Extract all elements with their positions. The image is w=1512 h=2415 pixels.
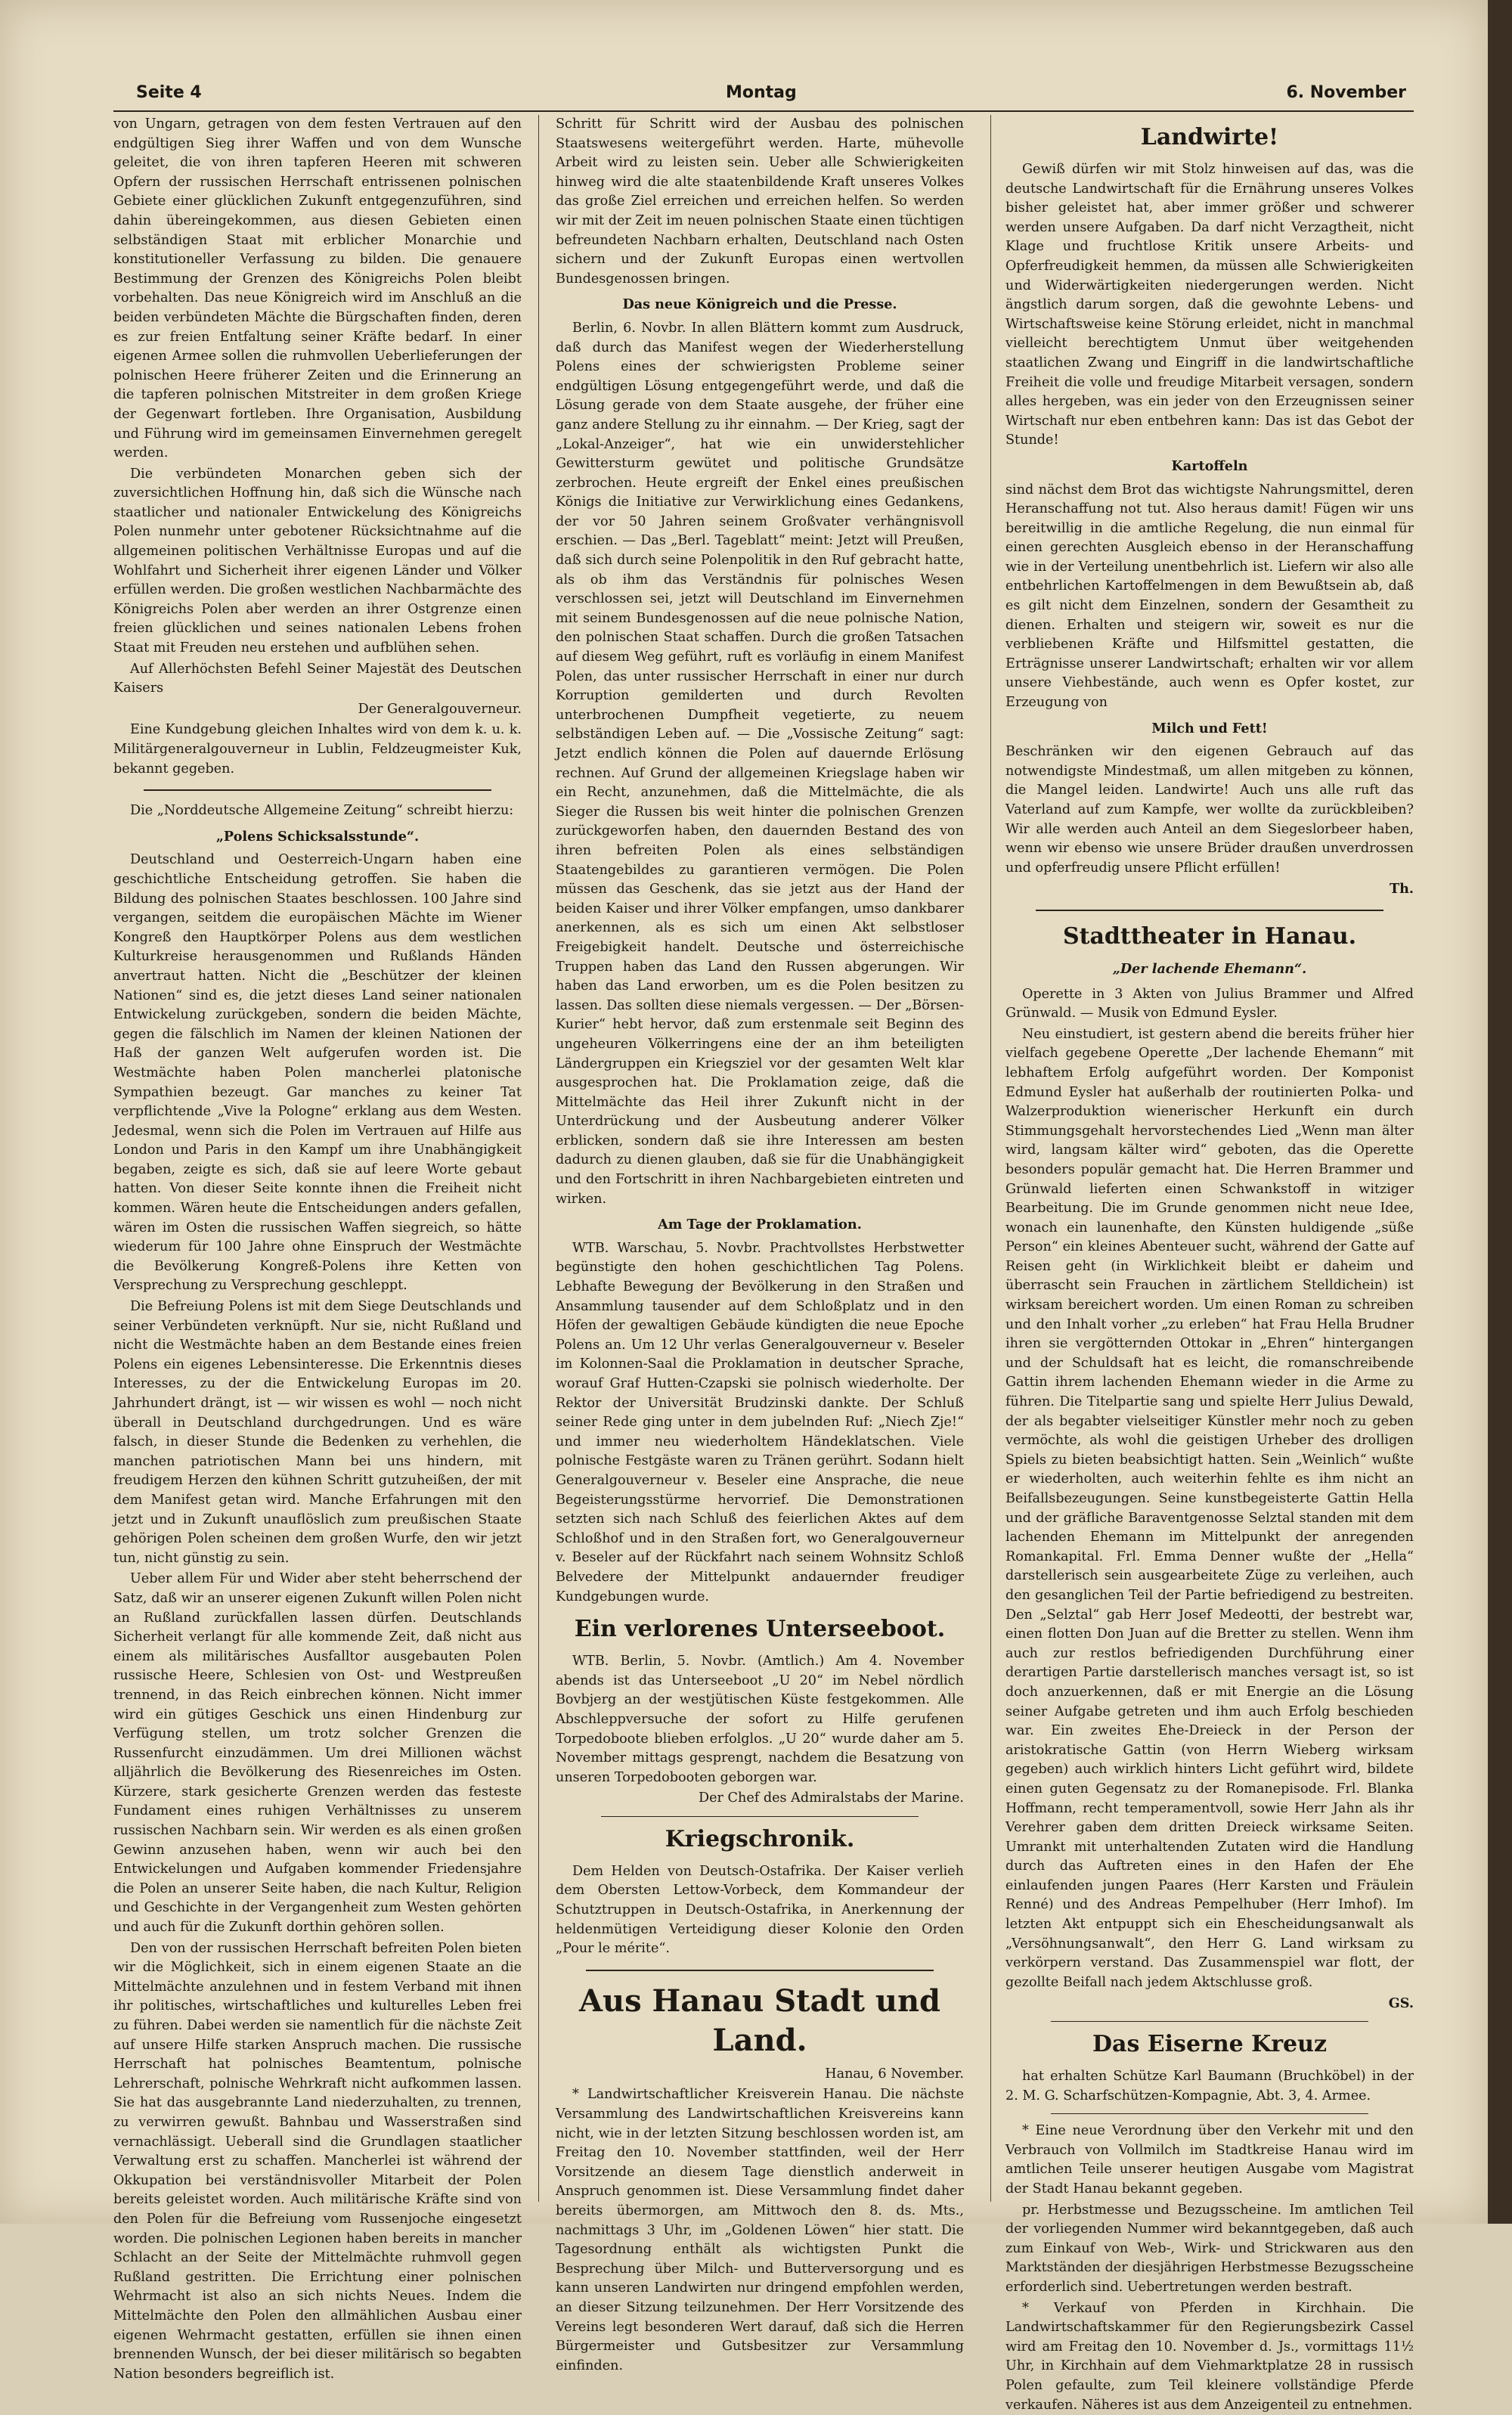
paragraph: * Eine neue Verordnung über den Verkehr mit und den Verbrauch von Vollmilch im Stadtkreise Hanau wird im amtlichen Teile unserer heutigen Ausgabe vom Magistrat der Stadt Hanau bekannt gegeben. [1005, 2123, 1414, 2196]
section-title: Kartoffeln [1171, 457, 1248, 474]
paragraph: sind nächst dem Brot das wichtigste Nahrungsmittel, deren Heranschaffung not tut. Also heraus damit! Fügen wir uns bereitwillig in die amtliche Regelung, die nun einmal für einen gerechten Ausgleich ebenso in der Heranschaffung wie in der Verteilung unentbehrlich ist. Liefern wir also alle entbehrlichen Kartoffelmengen in dem Bewußtsein ab, daß es gilt nicht dem Einzelnen, sondern der Gesamtheit zu dienen. Erhalten und steigern wir, soweit es nur die verbliebenen Kräfte und Hilfsmittel gestatten, die Erträgnisse unserer Landwirtschaft; erhalten wir vor allem unsere Viehbestände, auch wenn es Opfer kostet, zur Erzeugung von [1005, 482, 1414, 711]
page-edge [1488, 0, 1512, 2224]
paragraph: Ueber allem Für und Wider aber steht beherrschend der Satz, daß wir an unserer eigenen Zukunft willen Polen nicht an Rußland zurückfallen lassen dürfen. Deutschlands Sicherheit verlangt für alle kommende Zeit, daß nicht aus einem als militärisches Ausfalltor ausgebauten Polen russische Heere, Schlesien von Ost- und Westpreußen trennend, in das Reich einbrechen können. Nicht immer wird ein gütiges Geschick uns einen Hindenburg zur Verfügung stellen, um trotz solcher Grenzen die Russenfurcht einzudämmen. Um drei Millionen wächst alljährlich die Bevölkerung des Riesenreiches im Osten. Kürzere, stark gesicherte Grenzen werden das festeste Fundament eines ruhigen Verhältnisses zu unserem russischen Nachbarn sein. Wir werden es als einen großen Gewinn anzusehen haben, wenn wir auch bei den Entwickelungen und Aufgaben kommender Friedensjahre die Polen an unserer Seite haben, die nach Kultur, Religion und Geschichte in der Vergangenheit zum Westen gehörten und auch für die Zukunft dorthin gehören sollen. [113, 1571, 522, 1936]
headline: Stadttheater in Hanau. [1062, 922, 1357, 950]
signature: GS. [1388, 1995, 1414, 2012]
subtitle: „Der lachende Ehemann“. [1112, 960, 1307, 977]
paragraph: WTB. Warschau, 5. Novbr. Prachtvollstes Herbstwetter begünstigte den hohen geschichtlichen Tag Polens. Lebhafte Bewegung der Bevölkerung in den Straßen und Ansammlung tausender auf dem Schloßplatz und in den Höfen der gewaltigen Gebäude kündigten die neue Epoche Polens an. Um 12 Uhr verlas Generalgouverneur v. Beseler im Kolonnen-Saal die Proklamation in deutscher Sprache, worauf Graf Hutten-Czapski sie polnisch wiederholte. Der Rektor der Universität Brudzinski dankte. Der Schluß seiner Rede ging unter in dem jubelnden Ruf: „Niech Zje!“ und immer neu wiederholtem Händeklatschen. Viele polnische Festgäste waren zu Tränen gerührt. Sodann hielt Generalgouverneur v. Beseler eine Ansprache, die neue Begeisterungsstürme hervorrief. Die Demonstrationen setzten sich nach Schluß des feierlichen Aktes auf dem Schloßhof und in den Straßen fort, wo Generalgouverneur v. Beseler auf der Rückfahrt nach seinem Wohnsitz Schloß Belvedere der Mittelpunkt andauernder freudiger Kundgebungen wurde. [556, 1240, 964, 1604]
paragraph: Die Befreiung Polens ist mit dem Siege Deutschlands und seiner Verbündeten verknüpft. Nur sie, nicht Rußland und nicht die Westmächte haben an dem Bestande eines freien Polens ein eigenes Lebensinteresse. Die Erkenntnis dieses Interesses, zu der die Entwickelung Europas im 20. Jahrhundert drängt, ist — wir wissen es wohl — noch nicht überall in Deutschland durchgedrungen. Und es wäre falsch, in dieser Stunde die Bedenken zu verhehlen, die manchen patriotischen Mann bei uns hindern, mit freudigem Herzen den kühnen Schritt gutzuheißen, der mit dem Manifest getan wird. Manche Erfahrungen mit den jetzt und in Zukunft unauflöslich zum preußischen Staate gehörigen Polen scheinen dem großen Wurfe, den wir jetzt tun, nicht günstig zu sein. [113, 1299, 522, 1566]
column-1 [113, 115, 522, 2382]
paragraph: * Landwirtschaftlicher Kreisverein Hanau. Die nächste Versammlung des Landwirtschaftlichen Kreisvereins kann nicht, wie in der letzten Sitzung beschlossen worden ist, am Freitag den 10. November stattfinden, weil der Herr Vorsitzende an diesem Tage dienstlich anderweit in Anspruch genommen ist. Diese Versammlung findet daher bereits übermorgen, am Mittwoch den 8. ds. Mts., nachmittags 3 Uhr, im „Goldenen Löwen“ hier statt. Die Tagesordnung enthält als wichtigsten Punkt die Besprechung über Milch- und Butterversorgung und es kann unseren Landwirten nur dringend empfohlen werden, an dieser Sitzung teilzunehmen. Der Herr Vorsitzende des Vereins legt besonderen Wert darauf, daß sich die Herren Bürgermeister und Gutsbesitzer zur Versammlung einfinden. [556, 2087, 964, 2373]
paragraph: Gewiß dürfen wir mit Stolz hinweisen auf das, was die deutsche Landwirtschaft für die Ernährung unseres Volkes bisher geleistet hat, aber immer größer und schwerer werden unsere Aufgaben. Da darf nicht Verzagtheit, nicht Klage und fruchtlose Kritik unsere Arbeits- und Opferfreudigkeit hemmen, da müssen alle Schwierigkeiten und Widerwärtigkeiten niedergerungen werden. Nicht ängstlich darum sorgen, daß die gewohnte Lebens- und Wirtschaftsweise keine Störung erleidet, nicht in manchmal vielleicht berechtigtem Unmut über weitgehenden staatlichen Zwang und Eingriff in die landwirtschaftliche Freiheit die volle und freudige Mitarbeit versagen, sondern alles hergeben, was ein jeder von den Erzeugnissen seiner Wirtschaft nur eben entbehren kann: Das ist das Gebot der Stunde! [1005, 162, 1414, 448]
paragraph: Neu einstudiert, ist gestern abend die bereits früher hier vielfach gegebene Operette „Der lachende Ehemann“ mit lebhaftem Erfolg aufgeführt worden. Der Komponist Edmund Eysler hat außerhalb der routinierten Polka- und Walzerproduktion wienerischer Herkunft ein durch Stimmungsgehalt hervorstechendes Lied „Wenn man älter wird, langsam kälter wird“ geboten, das die Operette besonders populär gemacht hat. Die Herren Brammer und Grünwald lieferten einen Schwankstoff in witziger Bearbeitung. Die im Grunde genommen nicht neue Idee, wonach ein launenhafte, den Künsten huldigende „süße Person“ ein kleines Abenteuer sucht, während der Gatte auf Reisen geht (in Wirklichkeit bleibt er daheim und überrascht sein Frauchen in zärtlichem Stelldichein) ist wirksam bereichert worden. Um einen Roman zu schreiben und den Inhalt vorher „zu erleben“ hat Frau Hella Brudner ihren sie vergötternden Ottokar in „Ehren“ hintergangen und der Schuldsaft hat es leicht, die romanschreibende Gattin ihrem lachenden Ehemann wieder in die Arme zu führen. Die Titelpartie sang und spielte Herr Julius Dewald, der als begabter vielseitiger Künstler mehr noch zu geben vermöchte, als wohl die geistigen Urheber des drolligen Spiels zu bieten beabsichtigt hatten. Sein „Weinlich“ wußte er wiederholten, auch weiterhin fehlte es ihm nicht an Beifallsbezeugungen. Seine kunstbegeisterte Gattin Hella und der gräfliche Baraventgenosse Selztal standen mit dem lachenden Ehemann im Mittelpunkt der anregenden Romankapital. Frl. Emma Denner wußte der „Hella“ darstellerisch sein ausgearbeitete Züge zu verleihen, auch den gesanglichen Teil der Partie befriedigend zu bestreiten. Den „Selztal“ gab Herr Josef Medeotti, der bestrebt war, einen flotten Don Juan auf die Bretter zu stellen. Wenn ihm auch zur restlos befriedigenden Durchführung einer derartigen Partie darstellerisch manches versagt ist, so ist doch anzuerkennen, daß er mit Energie an die Lösung seiner Aufgabe getreten und ihm auch Erfolg beschieden war. Ein zweites Ehe-Dreieck in der Person der aristokratische Gattin (von Herrn Wieberg wirksam gegeben) auch wirklich hinters Licht geführt wird, bildete einen guten Gegensatz zu der Romanepisode. Frl. Blanka Hoffmann, recht temperamentvoll, sowie Herr Jahn als ihr Verehrer gaben dem dritten Dreieck wirksame Seiten. Umrankt mit unterhaltenden Zutaten wird die Handlung durch das Auftreten eines in den Hafen der Ehe einlaufenden jungen Paares (Herr Karsten und Fräulein Renné) und des Andreas Pempelhuber (Herr Imhof). Im letzten Akt entpuppt sich ein Ehescheidungsanwalt als „Versöhnungsanwalt“, den Herr G. Land wirksam zu verkörpern verstand. Das Zusammenspiel war flott, der gezollte Beifall nach jedem Aktschlusse groß. [1005, 1026, 1414, 1990]
paragraph: Auf Allerhöchsten Befehl Seiner Majestät des Deutschen Kaisers [113, 661, 522, 696]
header-rule [113, 110, 1414, 112]
divider [1051, 2113, 1368, 2114]
divider [586, 1970, 934, 1971]
headline: Das Eiserne Kreuz [1092, 2031, 1327, 2058]
paragraph: Schritt für Schritt wird der Ausbau des polnischen Staatswesens weitergeführt werden. Harte, mühevolle Arbeit wird zu leisten sein. Ueber alle Schwierigkeiten hinweg wird die alte staatenbildende Kraft unseres Volkes das große Ziel erreichen und erreichen helfen. So werden wir mit der Zeit im neuen polnischen Staate einen tüchtigen befreundeten Nachbarn erhalten, Deutschland nach Osten sichern und der Zukunft Europas einen wertvollen Bundesgenossen bringen. [556, 116, 964, 287]
dateline: Hanau, 6 November. [825, 2066, 964, 2082]
divider [1051, 2021, 1368, 2022]
paragraph: * Verkauf von Pferden in Kirchhain. Die Landwirtschaftskammer für den Regierungsbezirk Cassel wird am Freitag den 10. November d. Js., vormittags 11½ Uhr, in Kirchhain auf dem Viehmarktplatze 28 in russisch Polen gefaulte, zum Teil kleinere vollständige Pferde verkaufen. Näheres ist aus dem Anzeigenteil zu entnehmen. [1005, 2300, 1414, 2413]
paragraph: Beschränken wir den eigenen Gebrauch auf das notwendigste Mindestmaß, um allen mitgeben zu können, die Mangel leiden. Landwirte! Auch uns alle ruft das Vaterland auf zum Kampfe, wer wollte da zurückbleiben? Wir alle werden auch Anteil an dem Siegeslorbeer haben, wenn wir ebenso wie unsere Brüder draußen unverdrossen und opferfreudig unsere Pflicht erfüllen! [1005, 744, 1414, 876]
paragraph: Dem Helden von Deutsch-Ostafrika. Der Kaiser verlieh dem Obersten Lettow-Vorbeck, dem Kommandeur der Schutztruppen in Deutsch-Ostafrika, in Anerkennung der heldenmütigen Verteidigung dieser Kolonie den Orden „Pour le mérite“. [556, 1863, 964, 1957]
column-3 [1005, 115, 1414, 2413]
signature: Der Generalgouverneur. [358, 701, 522, 717]
divider [144, 789, 491, 791]
divider [1036, 910, 1383, 911]
paragraph: Den von der russischen Herrschaft befreiten Polen bieten wir die Möglichkeit, sich in einem eigenen Staate an die Mittelmächte anzulehnen und in festem Verband mit ihnen ihr politisches, wirtschaftliches und kulturelles Leben frei zu führen. Dabei werden sie namentlich für die nächste Zeit auf unsere Hilfe starken Anspruch machen. Die russische Herrschaft hat polnisches Beamtentum, polnische Lehrerschaft, polnische Wehrkraft nicht aufkommen lassen. Sie hat das ausgebrannte Land niederzuhalten, zu trennen, zu verwirren gewußt. Bahnbau und Wasserstraßen sind vernachlässigt. Ueberall sind die Grundlagen staatlicher Verwaltung erst zu schaffen. Mancherlei ist während der Okkupation bei verständnisvoller Mitarbeit der Polen bereits geleistet worden. Auch militärische Kräfte sind von den Polen für die Befreiung vom Russenjoche eingesetzt worden. Die polnischen Legionen haben bereits in mancher Schlacht an der Seite der Mittelmächte ruhmvoll gegen Rußland gestritten. Die Errichtung einer polnischen Wehrmacht ist also an sich nichts Neues. Indem die Mittelmächte den Polen den allmählichen Ausbau einer eigenen Wehrmacht gestatten, erfüllen sie ihnen einen brennenden Wunsch, der bei dieser militärisch so begabten Nation besonders begreiflich ist. [113, 1940, 522, 2382]
column-2 [556, 115, 964, 2373]
paragraph: hat erhalten Schütze Karl Baumann (Bruchköbel) in der 2. M. G. Scharfschützen-Kompagnie, Abt. 3, 4. Armee. [1005, 2069, 1414, 2103]
divider [601, 1816, 919, 1817]
section-title: Milch und Fett! [1151, 720, 1268, 736]
section-title: Das neue Königreich und die Presse. [622, 296, 897, 313]
headline: Aus Hanau Stadt und Land. [578, 1983, 941, 2058]
paragraph: Berlin, 6. Novbr. In allen Blättern kommt zum Ausdruck, daß durch das Manifest wegen der Wiederherstellung Polens eines der schwierigsten Probleme seiner endgültigen Lösung entgegengeführt werde, und daß die Lösung gerade von dem Staate ausgehe, der früher eine ganz andere Stellung zu ihr einnahm. — Der Krieg, sagt der „Lokal-Anzeiger“, hat wie ein unwiderstehlicher Gewittersturm gewütet und politische Grundsätze zerbrochen. Heute ergreift der Enkel eines preußischen Königs die Initiative zur Verwirklichung eines Gedankens, der vor 50 Jahren seinem Großvater verhängnisvoll erschien. — Das „Berl. Tageblatt“ meint: Jetzt will Preußen, daß sich durch seine Polenpolitik in den Ruf gebracht hatte, als ob ihm das Verständnis für polnisches Wesen verschlossen sei, jetzt will Deutschland im Einvernehmen mit seinem Bundesgenossen auf die neue polnische Nation, den polnischen Staat schaffen. Durch die großen Tatsachen auf diesem Weg geführt, ruft es vorläufig in einem Manifest Polen, das unter russischer Herrschaft in einer nur durch Korruption gemilderten und durch Revolten unterbrochenen Dumpfheit vegetierte, zu neuem selbständigen Leben auf. — Die „Vossische Zeitung“ sagt: Jetzt endlich können die Polen auf dauernde Erlösung rechnen. Auf Grund der allgemeinen Kriegslage haben wir ein Recht, anzunehmen, daß die Mittelmächte, die als Sieger die Russen bis weit hinter die polnischen Grenzen zurückgeworfen haben, den dauernden Bestand des von ihren befreiten Polen als eines selbständigen Staatengebildes zu garantieren vermögen. Die Polen müssen das Geschenk, das sie jetzt aus der Hand der beiden Kaiser und ihrer Völker empfangen, umso dankbarer anerkennen, als es sich um einen Akt selbstloser Freigebigkeit handelt. Deutsche und österreichische Truppen haben das Land den Russen abgerungen. Wir haben das Land erworben, um es die Polen besitzen zu lassen. Das sollten diese niemals vergessen. — Der „Börsen-Kurier“ hebt hervor, daß zum erstenmale seit Beginn des ungeheuren Völkerringens eine der an ihm beteiligten Ländergruppen ein Kriegsziel vor der gesamten Welt klar ausgesprochen hat. Die Proklamation zeige, daß die Mittelmächte das Heil ihrer Zukunft nicht in der Unterdrückung und der Ausbeutung anderer Völker erblicken, sondern daß sie ihre Interessen am besten dadurch zu dienen glauben, daß sie für die Unabhängigkeit und den Fortschritt in ihren Nachbargebieten eintreten und wirken. [556, 320, 964, 1207]
headline: Ein verlorenes Unterseeboot. [574, 1616, 946, 1643]
headline: Landwirte! [1140, 124, 1279, 150]
page-header [136, 83, 1406, 113]
date: 6. November [1286, 83, 1406, 102]
page-number: Seite 4 [136, 83, 202, 102]
column-rule [538, 115, 539, 2202]
signature: Der Chef des Admiralstabs der Marine. [699, 1790, 964, 1806]
paragraph: pr. Herbstmesse und Bezugsscheine. Im amtlichen Teil der vorliegenden Nummer wird bekanntgegeben, daß auch zum Einkauf von Web-, Wirk- und Strickwaren aus den Marktständen der diesjährigen Herbstmesse Bezugsscheine erforderlich sind. Uebertretungen werden bestraft. [1005, 2202, 1414, 2295]
section-title: „Polens Schicksalsstunde“. [215, 828, 420, 845]
column-rule [990, 115, 991, 2202]
headline: Kriegschronik. [665, 1825, 855, 1852]
signature: Th. [1389, 881, 1414, 897]
paragraph: Die verbündeten Monarchen geben sich der zuversichtlichen Hoffnung hin, daß sich die Wünsche nach staatlicher und nationaler Entwickelung des Königreichs Polen nunmehr unter gebotener Rücksichtnahme auf die allgemeinen politischen Verhältnisse Europas und auf die Wohlfahrt und Sicherheit ihrer eigenen Länder und Völker erfüllen werden. Die großen westlichen Nachbarmächte des Königreichs Polen aber werden an ihrer Ostgrenze einen freien glücklichen und seines nationalen Lebens frohen Staat mit Freuden neu erstehen und aufblühen sehen. [113, 466, 522, 656]
paragraph: Operette in 3 Akten von Julius Brammer und Alfred Grünwald. — Musik von Edmund Eysler. [1005, 986, 1414, 1021]
weekday: Montag [726, 83, 797, 102]
paragraph: von Ungarn, getragen von dem festen Vertrauen auf den endgültigen Sieg ihrer Waffen und von dem Wunsche geleitet, die von ihren tapferen Heeren mit schweren Opfern der russischen Herrschaft entrissenen polnischen Gebiete einer glücklichen Zukunft entgegenzuführen, sind dahin übereingekommen, aus diesen Gebieten einen selbständigen Staat mit erblicher Monarchie und konstitutioneller Verfassung zu bilden. Die genauere Bestimmung der Grenzen des Königreichs Polen bleibt vorbehalten. Das neue Königreich wird im Anschluß an die beiden verbündeten Mächte die Bürgschaften finden, deren es zur freien Entfaltung seiner Kräfte bedarf. In einer eigenen Armee sollen die ruhmvollen Ueberlieferungen der polnischen Heere früherer Zeiten und die Erinnerung an die tapferen polnischen Mitstreiter in dem großen Kriege der Gegenwart fortleben. Ihre Organisation, Ausbildung und Führung wird im gemeinsamen Einvernehmen geregelt werden. [113, 116, 522, 461]
paragraph: WTB. Berlin, 5. Novbr. (Amtlich.) Am 4. November abends ist das Unterseeboot „U 20“ im Nebel nördlich Bovbjerg an der westjütischen Küste festgekommen. Alle Abschleppversuche der sofort zu Hilfe gerufenen Torpedoboote blieben erfolglos. „U 20“ wurde daher am 5. November mittags gesprengt, nachdem die Besatzung von unseren Torpedobooten geborgen war. [556, 1654, 964, 1785]
paragraph: Deutschland und Oesterreich-Ungarn haben eine geschichtliche Entscheidung getroffen. Sie haben die Bildung des polnischen Staates beschlossen. 100 Jahre sind vergangen, seitdem die europäischen Mächte im Wiener Kongreß den Hauptkörper Polens aus dem westlichen Kulturkreise herausgenommen und Rußlands Händen anvertraut hatten. Nicht die „Beschützer der kleinen Nationen“ sind es, die jetzt dieses Land seiner nationalen Entwickelung zurückgeben, sondern die beiden Mächte, gegen die fälschlich im Namen der kleinen Nationen der Haß der ganzen Welt aufgerufen worden ist. Die Westmächte haben Polen mancherlei platonische Sympathien bezeugt. Gar manches zu keiner Tat verpflichtende „Vive la Pologne“ erklang aus dem Westen. Jedesmal, wenn sich die Polen im Vertrauen auf Hilfe aus London und Paris in den Kampf um ihre Unabhängigkeit begaben, zeigte es sich, daß sie auf leere Worte gebaut hatten. Von dieser Seite konnte ihnen die Freiheit nicht kommen. Wären heute die Entscheidungen anders gefallen, wären im Osten die russischen Waffen siegreich, so hätte wiederum für 100 Jahre ohne Einspruch der Westmächte die Bevölkerung Kongreß-Polens ihre Ketten von Versprechung zu Versprechung geschleppt. [113, 852, 522, 1294]
paragraph: Die „Norddeutsche Allgemeine Zeitung“ schreibt hierzu: [130, 803, 514, 819]
paragraph: Eine Kundgebung gleichen Inhaltes wird von dem k. u. k. Militärgeneralgouverneur in Lublin, Feldzeugmeister Kuk, bekannt gegeben. [113, 722, 522, 777]
section-title: Am Tage der Proklamation. [658, 1217, 862, 1233]
